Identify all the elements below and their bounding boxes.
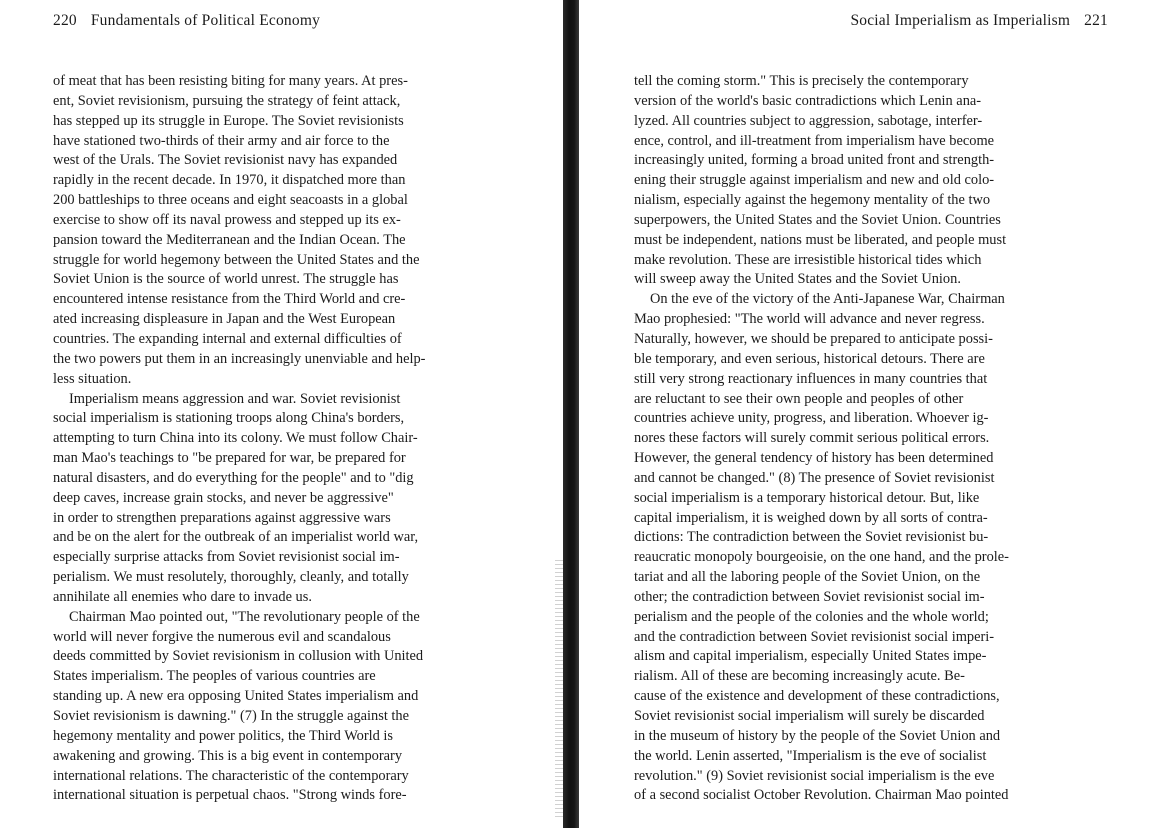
text-line: Naturally, however, we should be prepared to anticipate possi- (634, 330, 993, 347)
text-line: man Mao's teachings to "be prepared for war, be prepared for (53, 450, 406, 467)
text-line: perialism. We must resolutely, thoroughly, cleanly, and totally (53, 569, 409, 586)
text-line: encountered intense resistance from the Third World and cre- (53, 291, 406, 308)
text-line: of a second socialist October Revolution. Chairman Mao pointed (634, 787, 1009, 804)
text-line: lyzed. All countries subject to aggression, sabotage, interfer- (634, 112, 983, 129)
left-page-body (53, 72, 531, 806)
text-line: perialism and the people of the colonies and the whole world; (634, 608, 989, 625)
left-page (0, 0, 562, 828)
text-line: and be on the alert for the outbreak of an imperialist world war, (53, 529, 419, 546)
text-line: deeds committed by Soviet revisionism in collusion with United (53, 648, 424, 665)
text-line: exercise to show off its naval prowess and stepped up its ex- (53, 211, 401, 228)
text-line: tell the coming storm." This is precisely the contemporary (634, 73, 969, 89)
text-line: and cannot be changed." (8) The presence of Soviet revisionist (634, 469, 995, 486)
text-line: tariat and all the laboring people of the Soviet Union, on the (634, 569, 981, 586)
text-line: reaucratic monopoly bourgeoisie, on the one hand, and the prole- (634, 549, 1009, 566)
text-line: countries. The expanding internal and external difficulties of (53, 330, 402, 347)
text-line: On the eve of the victory of the Anti-Japanese War, Chairman (650, 291, 1005, 308)
text-line: still very strong reactionary influences in many countries that (634, 370, 988, 387)
left-page-number: 220 (53, 12, 77, 29)
text-line: Mao prophesied: "The world will advance and never regress. (634, 311, 985, 328)
text-line: in the museum of history by the people of the Soviet Union and (634, 727, 1001, 744)
text-line: revolution." (9) Soviet revisionist social imperialism is the eve (634, 767, 995, 784)
text-line: struggle for world hegemony between the United States and the (53, 251, 420, 268)
text-line: However, the general tendency of history has been determined (634, 450, 994, 467)
text-line: international situation is perpetual chaos. "Strong winds fore- (53, 787, 407, 804)
text-line: the world. Lenin asserted, "Imperialism is the eve of socialist (634, 747, 987, 764)
text-line: are reluctant to see their own people and peoples of other (634, 390, 964, 407)
text-line: rialism. All of these are becoming increasingly acute. Be- (634, 668, 965, 685)
text-line: ated increasing displeasure in Japan and the West European (53, 311, 396, 328)
text-line: States imperialism. The peoples of various countries are (53, 668, 376, 685)
text-line: nialism, especially against the hegemony mentality of the two (634, 192, 991, 209)
left-page-header (53, 12, 320, 30)
text-line: Imperialism means aggression and war. Soviet revisionist (69, 390, 401, 407)
text-line: Soviet Union is the source of world unrest. The struggle has (53, 271, 399, 288)
book-gutter (563, 0, 579, 828)
text-line: pansion toward the Mediterranean and the Indian Ocean. The (53, 231, 406, 248)
text-line: world will never forgive the numerous evil and scandalous (53, 628, 391, 645)
page-edge-shadow (555, 560, 563, 820)
text-line: social imperialism is a temporary historical detour. But, like (634, 489, 980, 506)
text-line: standing up. A new era opposing United States imperialism and (53, 688, 419, 705)
text-line: has stepped up its struggle in Europe. The Soviet revisionists (53, 112, 404, 129)
right-running-head: Social Imperialism as Imperialism (850, 12, 1071, 29)
text-line: natural disasters, and do everything for the people" and to "dig (53, 469, 414, 486)
text-line: west of the Urals. The Soviet revisionist navy has expanded (53, 152, 398, 169)
text-line: nores these factors will surely commit serious political errors. (634, 430, 990, 447)
right-page-body (634, 72, 1114, 806)
text-line: ence, control, and ill-treatment from imperialism have become (634, 132, 995, 149)
right-page-header (850, 12, 1108, 30)
right-page-number: 221 (1084, 12, 1108, 29)
left-running-head: Fundamentals of Political Economy (90, 12, 321, 29)
text-line: Soviet revisionist social imperialism will surely be discarded (634, 708, 985, 724)
text-line: make revolution. These are irresistible historical tides which (634, 251, 982, 268)
text-line: Soviet revisionism is dawning." (7) In the struggle against the (53, 708, 409, 724)
text-line: countries achieve unity, progress, and liberation. Whoever ig- (634, 410, 989, 427)
text-line: less situation. (53, 370, 132, 387)
text-line: increasingly united, forming a broad united front and strength- (634, 152, 995, 169)
text-line: rapidly in the recent decade. In 1970, it dispatched more than (53, 172, 406, 189)
text-line: hegemony mentality and power politics, the Third World is (53, 727, 394, 744)
text-line: attempting to turn China into its colony. We must follow Chair- (53, 430, 418, 447)
text-line: especially surprise attacks from Soviet revisionist social im- (53, 549, 400, 566)
text-line: other; the contradiction between Soviet revisionist social im- (634, 588, 985, 605)
text-line: dictions: The contradiction between the Soviet revisionist bu- (634, 529, 989, 546)
text-line: alism and capital imperialism, especially United States impe- (634, 648, 987, 665)
text-line: deep caves, increase grain stocks, and never be aggressive" (53, 489, 394, 506)
text-line: annihilate all enemies who dare to invade us. (53, 588, 312, 605)
text-line: capital imperialism, it is weighed down by all sorts of contra- (634, 509, 988, 526)
text-line: and the contradiction between Soviet revisionist social imperi- (634, 628, 995, 645)
text-line: Chairman Mao pointed out, "The revolutionary people of the (69, 608, 420, 625)
text-line: cause of the existence and development of these contradictions, (634, 688, 1000, 705)
text-line: 200 battleships to three oceans and eight seacoasts in a global (53, 192, 408, 209)
right-page (580, 0, 1166, 828)
text-line: have stationed two-thirds of their army and air force to the (53, 132, 390, 149)
text-line: awakening and growing. This is a big event in contemporary (53, 747, 403, 764)
text-line: the two powers put them in an increasingly unenviable and help- (53, 350, 426, 367)
text-line: ening their struggle against imperialism and new and old colo- (634, 172, 995, 189)
text-line: social imperialism is stationing troops along China's borders, (53, 410, 405, 427)
text-line: will sweep away the United States and the Soviet Union. (634, 271, 961, 288)
text-line: ble temporary, and even serious, historical detours. There are (634, 350, 985, 367)
text-line: must be independent, nations must be liberated, and people must (634, 231, 1007, 248)
text-line: ent, Soviet revisionism, pursuing the strategy of feint attack, (53, 92, 401, 109)
text-line: version of the world's basic contradictions which Lenin ana- (634, 92, 982, 109)
text-line: in order to strengthen preparations against aggressive wars (53, 509, 391, 526)
text-line: international relations. The characteristic of the contemporary (53, 767, 409, 784)
text-line: of meat that has been resisting biting for many years. At pres- (53, 73, 408, 89)
text-line: superpowers, the United States and the Soviet Union. Countries (634, 211, 1001, 228)
